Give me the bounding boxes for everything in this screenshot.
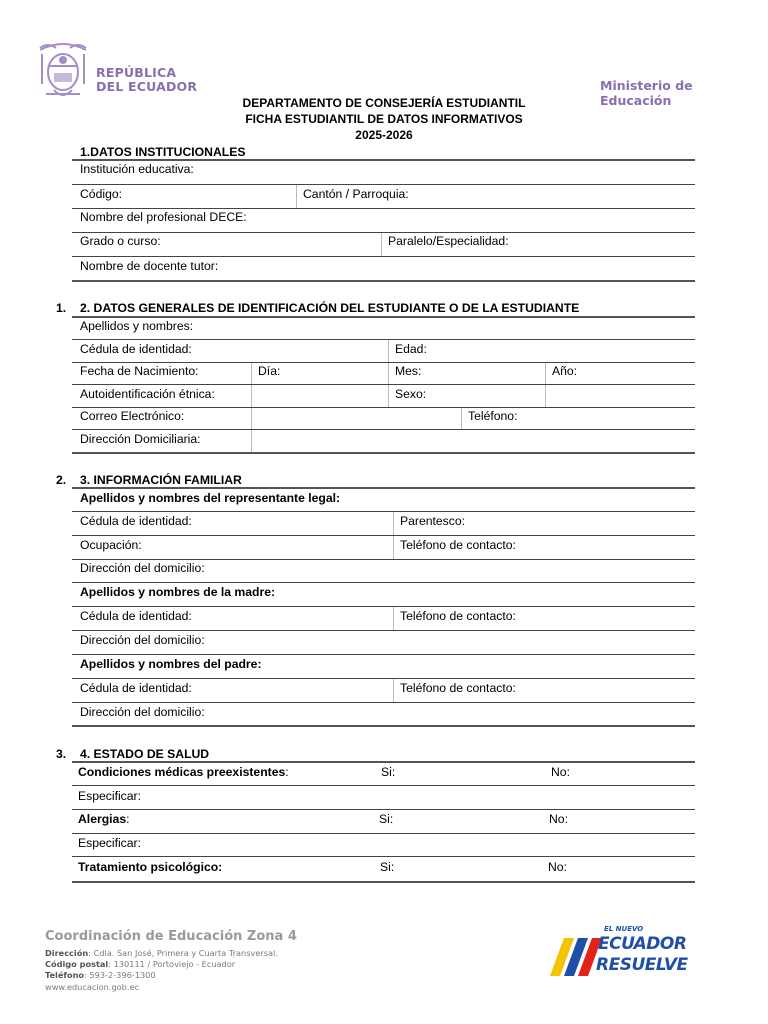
cell-divider: [461, 408, 462, 430]
field-codigo[interactable]: Código:: [80, 187, 123, 201]
cell-divider: [251, 363, 252, 453]
section-3-bottom-rule: [72, 725, 695, 727]
alergias-label: Alergias: [78, 812, 127, 826]
row-divider: [72, 232, 695, 233]
field-autoidentificacion-etnica[interactable]: Autoidentificación étnica:: [80, 387, 215, 401]
footer-title: Coordinación de Educación Zona 4: [45, 929, 297, 944]
row-divider: [72, 702, 695, 703]
field-dia[interactable]: Día:: [258, 364, 281, 378]
footer-tel-value: : 593-2-396-1300: [84, 970, 156, 980]
cell-divider: [381, 233, 382, 256]
row-divider: [72, 362, 695, 363]
field-anio[interactable]: Año:: [552, 364, 578, 378]
row-divider: [72, 833, 695, 834]
row-divider: [72, 208, 695, 209]
brand-small-text: EL NUEVO: [604, 925, 644, 933]
tratamiento-si-option[interactable]: Si:: [380, 860, 395, 874]
field-rep-cedula[interactable]: Cédula de identidad:: [80, 514, 192, 528]
alergias-si-option[interactable]: Si:: [379, 812, 394, 826]
row-divider: [72, 678, 695, 679]
footer-direccion-value: : Cdla. San José, Primera y Cuarta Transversal.: [88, 948, 278, 958]
brand-line-resuelve: RESUELVE: [596, 955, 688, 975]
footer-direccion-label: Dirección: [45, 948, 89, 958]
alergias-colon: :: [126, 812, 130, 826]
row-divider: [72, 511, 695, 512]
condiciones-no-option[interactable]: No:: [551, 765, 570, 779]
section-4-title: 4. ESTADO DE SALUD: [80, 747, 210, 761]
field-fecha-nacimiento: Fecha de Nacimiento:: [80, 364, 199, 378]
field-padre-telefono[interactable]: Teléfono de contacto:: [400, 681, 516, 695]
footer-cp-label: Código postal: [45, 959, 109, 969]
condiciones-colon: :: [285, 765, 289, 779]
cell-divider: [545, 363, 546, 407]
row-divider: [72, 184, 695, 185]
row-divider: [72, 429, 695, 430]
ministry-name: Ministerio de Educación: [600, 78, 693, 108]
brand-line-ecuador: ECUADOR: [598, 934, 687, 954]
field-rep-ocupacion[interactable]: Ocupación:: [80, 538, 142, 552]
section-2-number: 1.: [56, 301, 67, 315]
section-1-rule: [72, 159, 695, 161]
alergias-no-option[interactable]: No:: [549, 812, 568, 826]
cell-divider: [296, 185, 297, 208]
row-divider: [72, 785, 695, 786]
row-divider: [72, 559, 695, 560]
row-divider: [72, 407, 695, 408]
tratamiento-no-option[interactable]: No:: [548, 860, 567, 874]
row-divider: [72, 809, 695, 810]
section-4-bottom-rule: [72, 881, 695, 883]
condiciones-label: Condiciones médicas preexistentes: [78, 765, 286, 779]
logo-text-line1: REPÚBLICA: [96, 65, 177, 80]
field-rep-domicilio[interactable]: Dirección del domicilio:: [80, 561, 205, 575]
footer-tel-label: Teléfono: [45, 970, 85, 980]
field-telefono[interactable]: Teléfono:: [468, 409, 518, 423]
field-mes[interactable]: Mes:: [395, 364, 422, 378]
field-cedula[interactable]: Cédula de identidad:: [80, 342, 192, 356]
row-divider: [72, 582, 695, 583]
section-2-rule: [72, 316, 695, 318]
section-4-rule: [72, 761, 695, 763]
field-alergias: [78, 812, 130, 826]
field-condiciones-medicas: [78, 765, 289, 779]
field-padre-domicilio[interactable]: Dirección del domicilio:: [80, 705, 205, 719]
row-divider: [72, 535, 695, 536]
document-year: 2025-2026: [355, 128, 413, 142]
field-tratamiento-psicologico: Tratamiento psicológico:: [78, 860, 223, 874]
field-grado[interactable]: Grado o curso:: [80, 234, 161, 248]
field-correo[interactable]: Correo Electrónico:: [80, 409, 185, 423]
field-alergias-especificar[interactable]: Especificar:: [78, 836, 141, 850]
cell-divider: [388, 363, 389, 407]
section-3-rule: [72, 487, 695, 489]
field-edad[interactable]: Edad:: [395, 342, 427, 356]
section-3-title: 3. INFORMACIÓN FAMILIAR: [80, 473, 242, 487]
document-title-form: FICHA ESTUDIANTIL DE DATOS INFORMATIVOS: [245, 112, 523, 126]
section-1-bottom-rule: [72, 280, 695, 282]
field-madre-nombres[interactable]: Apellidos y nombres de la madre:: [80, 585, 276, 599]
field-apellidos-nombres[interactable]: Apellidos y nombres:: [80, 319, 194, 333]
row-divider: [72, 654, 695, 655]
field-paralelo[interactable]: Paralelo/Especialidad:: [388, 234, 509, 248]
footer-telefono: [45, 970, 156, 980]
field-rep-telefono[interactable]: Teléfono de contacto:: [400, 538, 516, 552]
field-padre-cedula[interactable]: Cédula de identidad:: [80, 681, 192, 695]
section-1-title: 1.DATOS INSTITUCIONALES: [80, 145, 246, 159]
field-docente-tutor[interactable]: Nombre de docente tutor:: [80, 259, 219, 273]
logo-text-line2: DEL ECUADOR: [96, 79, 198, 94]
field-institucion[interactable]: Institución educativa:: [80, 162, 194, 176]
row-divider: [72, 384, 695, 385]
section-4-number: 3.: [56, 747, 67, 761]
field-madre-telefono[interactable]: Teléfono de contacto:: [400, 609, 516, 623]
field-direccion-domiciliaria[interactable]: Dirección Domiciliaria:: [80, 432, 201, 446]
field-madre-cedula[interactable]: Cédula de identidad:: [80, 609, 192, 623]
field-rep-parentesco[interactable]: Parentesco:: [400, 514, 466, 528]
condiciones-si-option[interactable]: Si:: [381, 765, 396, 779]
section-3-number: 2.: [56, 473, 67, 487]
field-sexo[interactable]: Sexo:: [395, 387, 427, 401]
cell-divider: [393, 607, 394, 630]
footer-codigo-postal: [45, 959, 235, 969]
field-profesional-dece[interactable]: Nombre del profesional DECE:: [80, 210, 247, 224]
field-canton[interactable]: Cantón / Parroquia:: [303, 187, 409, 201]
cell-divider: [393, 679, 394, 702]
row-divider: [72, 630, 695, 631]
footer-direccion: [45, 948, 278, 958]
row-divider: [72, 606, 695, 607]
row-divider: [72, 339, 695, 340]
field-representante-legal[interactable]: Apellidos y nombres del representante legal:: [80, 491, 341, 505]
footer-cp-value: : 130111 / Portoviejo - Ecuador: [108, 959, 236, 969]
row-divider: [72, 856, 695, 857]
section-2-title: 2. DATOS GENERALES DE IDENTIFICACIÓN DEL ESTUDIANTE O DE LA ESTUDIANTE: [80, 301, 580, 315]
cell-divider: [388, 340, 389, 362]
field-madre-domicilio[interactable]: Dirección del domicilio:: [80, 633, 205, 647]
field-padre-nombres[interactable]: Apellidos y nombres del padre:: [80, 657, 262, 671]
footer-web-link[interactable]: www.educacion.gob.ec: [45, 982, 140, 992]
row-divider: [72, 256, 695, 257]
document-title-department: DEPARTAMENTO DE CONSEJERÍA ESTUDIANTIL: [242, 96, 526, 110]
section-2-bottom-rule: [72, 452, 695, 454]
field-condiciones-especificar[interactable]: Especificar:: [78, 789, 141, 803]
